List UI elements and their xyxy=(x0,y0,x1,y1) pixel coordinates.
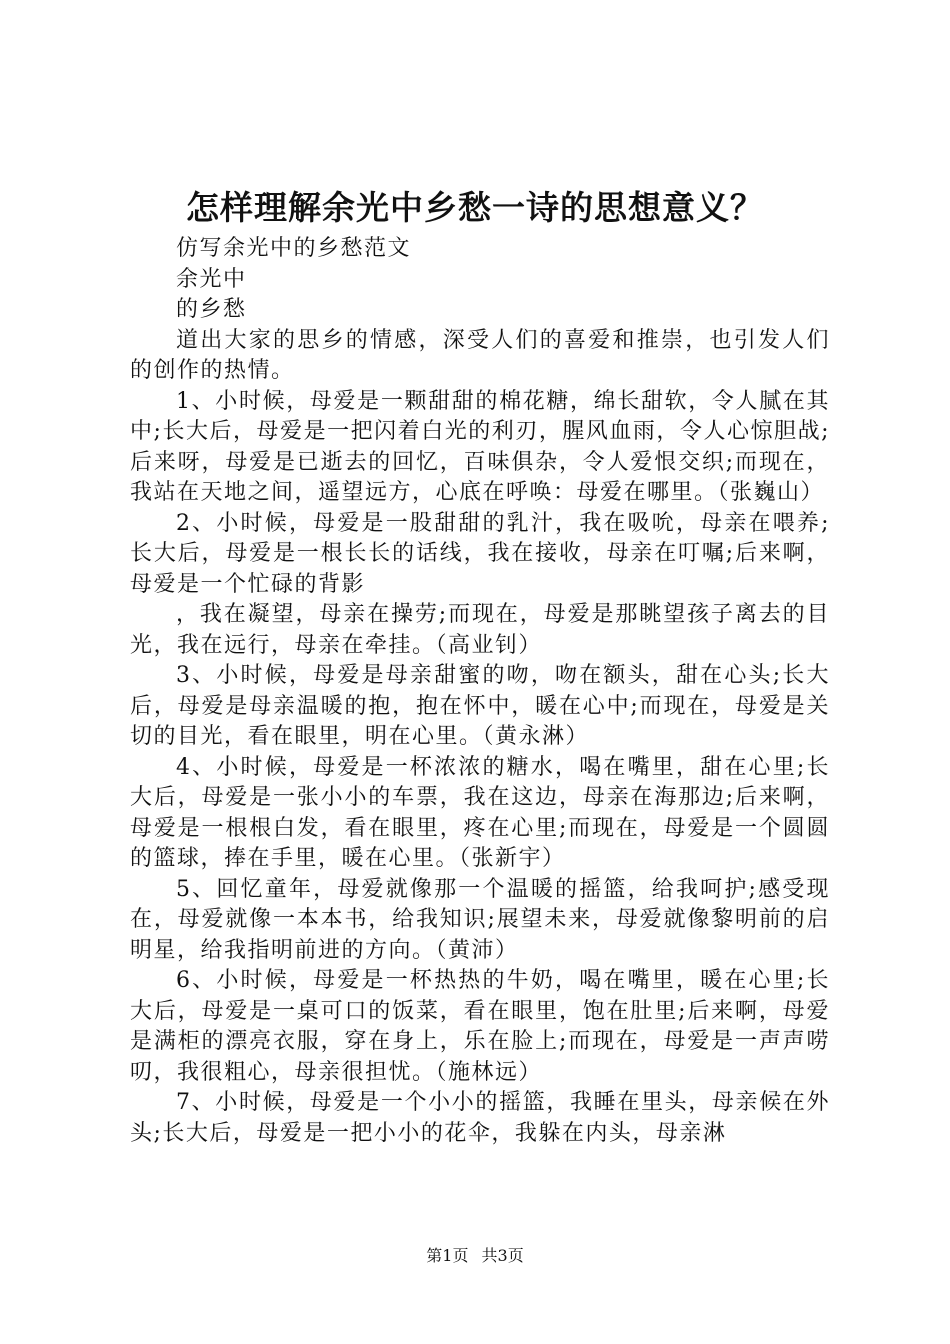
document-title: 怎样理解余光中乡愁一诗的思想意义？ xyxy=(186,188,764,227)
paragraph: 7、小时候，母爱是一个小小的摇篮，我睡在里头，母亲候在外头;长大后，母爱是一把小小的花伞，我躲在内头，母亲淋 xyxy=(130,1090,830,1146)
subtitle-line: 仿写余光中的乡愁范文 xyxy=(176,236,412,261)
paragraph: ，我在凝望，母亲在操劳;而现在，母爱是那眺望孩子离去的目光，我在远行，母亲在牵挂。（高业钊） xyxy=(130,602,830,658)
paragraph: 道出大家的思乡的情感，深受人们的喜爱和推崇，也引发人们的创作的热情。 xyxy=(130,327,830,383)
page-total: 共3页 xyxy=(481,1246,524,1265)
document-body xyxy=(130,234,830,1149)
paragraph: 1、小时候，母爱是一颗甜甜的棉花糖，绵长甜软，令人腻在其中;长大后，母爱是一把闪着白光的利刃，腥风血雨，令人心惊胆战;后来呀，母爱是已逝去的回忆，百味俱杂，令人爱恨交织;而现在，我站在天地之间，遥望远方，心底在呼唤：母爱在哪里。（张巍山） xyxy=(130,388,830,505)
page-number: 第1页 xyxy=(426,1246,469,1265)
paragraph: 2、小时候，母爱是一股甜甜的乳汁，我在吸吮，母亲在喂养;长大后，母爱是一根长长的话线，我在接收，母亲在叮嘱;后来啊，母爱是一个忙碌的背影 xyxy=(130,510,830,597)
page-footer xyxy=(0,1246,950,1266)
subtitle-line: 的乡愁 xyxy=(176,297,247,322)
paragraph: 5、回忆童年，母爱就像那一个温暖的摇篮，给我呵护;感受现在，母爱就像一本本书，给我知识;展望未来，母爱就像黎明前的启明星，给我指明前进的方向。（黄沛） xyxy=(130,876,830,963)
subtitle-line: 余光中 xyxy=(176,266,247,292)
paragraph: 6、小时候，母爱是一杯热热的牛奶，喝在嘴里，暖在心里;长大后，母爱是一桌可口的饭菜，看在眼里，饱在肚里;后来啊，母爱是满柜的漂亮衣服，穿在身上，乐在脸上;而现在，母爱是一声声唠叨，我很粗心，母亲很担忧。（施林远） xyxy=(130,968,830,1085)
paragraph: 3、小时候，母爱是母亲甜蜜的吻，吻在额头，甜在心头;长大后，母爱是母亲温暖的抱，抱在怀中，暖在心中;而现在，母爱是关切的目光，看在眼里，明在心里。（黄永淋） xyxy=(130,663,830,749)
paragraph: 4、小时候，母爱是一杯浓浓的糖水，喝在嘴里，甜在心里;长大后，母爱是一张小小的车票，我在这边，母亲在海那边;后来啊，母爱是一根根白发，看在眼里，疼在心里;而现在，母爱是一个圆圆的篮球，捧在手里，暖在心里。（张新宇） xyxy=(130,754,830,871)
